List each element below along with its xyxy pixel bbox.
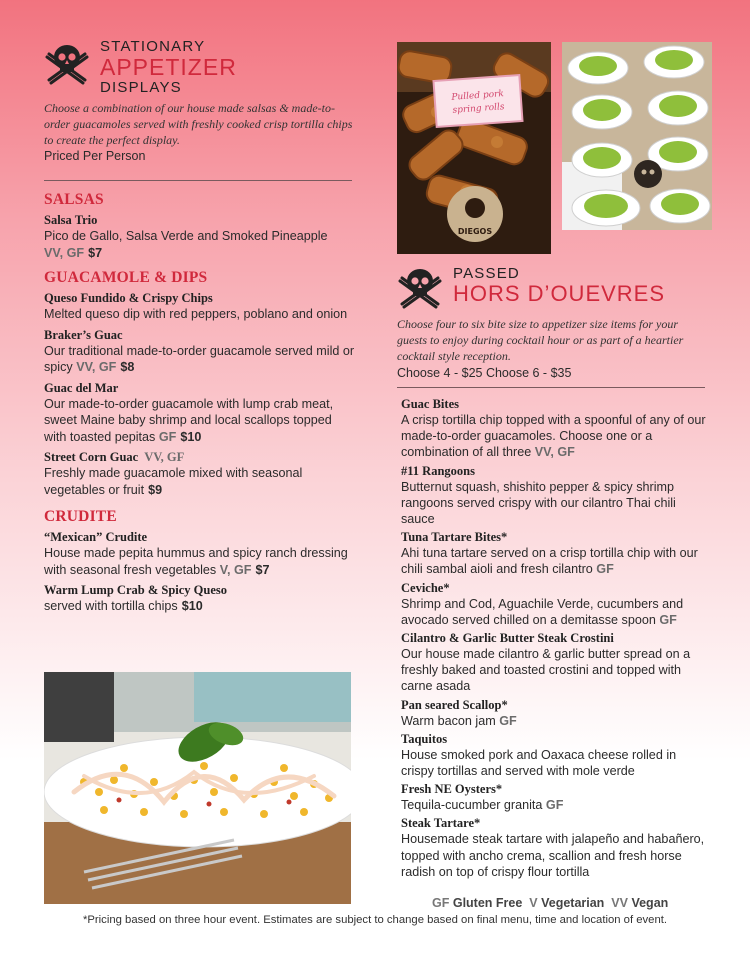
menu-item <box>401 697 709 729</box>
menu-item <box>44 290 356 323</box>
item-name: Steak Tartare* <box>401 816 481 831</box>
item-price: $8 <box>120 360 135 374</box>
divider <box>397 387 705 388</box>
item-name: Guac del Mar <box>44 380 119 395</box>
stationary-header <box>44 38 356 96</box>
item-name: Ceviche* <box>401 580 450 595</box>
menu-item <box>401 580 709 628</box>
item-name: Braker’s Guac <box>44 327 123 342</box>
menu-item <box>401 815 709 880</box>
item-name: Guac Bites <box>401 397 459 411</box>
item-desc: Our traditional made-to-order guacamole served mild or spicy VV, GF $8 <box>44 343 355 374</box>
item-name: Street Corn Guac VV, GF <box>44 450 185 464</box>
diet-tags: GF <box>499 713 517 728</box>
item-desc: Melted queso dip with red peppers, poblano and onion <box>44 307 348 321</box>
item-desc: House smoked pork and Oaxaca cheese rolled in crispy tortillas and served with mole verde <box>401 747 677 779</box>
passed-section <box>397 262 709 882</box>
crudite-title: CRUDITE <box>44 508 117 525</box>
menu-item <box>44 529 356 578</box>
item-desc: House made pepita hummus and spicy ranch dressing with seasonal fresh vegetables V, GF $7 <box>44 546 348 577</box>
legend-v-key: V <box>529 896 538 910</box>
item-desc: Pico de Gallo, Salsa Verde and Smoked Pineapple VV, GF $7 <box>44 229 328 260</box>
corn-dish-photo <box>44 672 351 904</box>
legend-vv-label: Vegan <box>631 896 669 910</box>
item-name: Tuna Tartare Bites* <box>401 530 508 545</box>
item-desc: A crisp tortilla chip topped with a spoonful of any of our made-to-order guacamoles. Choose one or a combination of all three VV, GF <box>401 413 706 460</box>
stationary-section <box>44 38 356 619</box>
corn-dish-image <box>44 672 351 904</box>
item-price: $10 <box>180 429 202 444</box>
item-name: Cilantro & Garlic Butter Steak Crostini <box>401 631 614 646</box>
item-desc: Ahi tuna tartare served on a crisp tortilla chip with our chili sambal aioli and fresh cilantro GF <box>401 546 698 577</box>
diet-tags: GF <box>158 429 177 444</box>
item-desc: Housemade steak tartare with jalapeño and habañero, topped with ancho crema, scallion and fresh horse radish on top of crispy flour tortilla <box>401 832 705 879</box>
item-desc: Shrimp and Cod, Aguachile Verde, cucumbers and avocado served chilled on a demitasse spoon GF <box>401 596 684 627</box>
passed-title-main: HORS D’OUEVRES <box>453 281 666 306</box>
stationary-intro: Choose a combination of our house made salsas & made-to-order guacamoles served with freshly cooked crisp tortilla chips to create the perfect display. <box>44 101 353 147</box>
svg-text:Pulled pork: Pulled pork <box>451 89 505 103</box>
diet-tags: GF <box>596 562 614 577</box>
svg-text:DIEGOS: DIEGOS <box>457 227 493 236</box>
guac-spoons-photo <box>562 42 712 230</box>
item-price: $7 <box>255 562 270 577</box>
item-desc: Our made-to-order guacamole with lump crab meat, sweet Maine baby shrimp and local scallops topped with toasted pepitas GF $10 <box>44 396 334 444</box>
diet-tags: GF <box>545 798 564 813</box>
item-name: Fresh NE Oysters* <box>401 782 503 797</box>
menu-item <box>44 582 356 615</box>
menu-item <box>401 630 709 695</box>
guac-spoons-image <box>562 42 712 230</box>
stationary-title-main: APPETIZER <box>100 54 237 80</box>
divider <box>44 180 352 181</box>
diet-legend <box>432 896 668 910</box>
salsas-title: SALSAS <box>44 191 104 208</box>
menu-item <box>401 781 709 813</box>
guac-title: GUACAMOLE & DIPS <box>44 269 208 286</box>
diet-tags: VV, GF <box>44 245 85 260</box>
menu-item <box>401 463 709 528</box>
diet-tags: VV, GF <box>534 445 575 460</box>
menu-item <box>44 380 356 446</box>
legend-gf-key: GF <box>432 896 450 910</box>
spring-rolls-image <box>397 42 551 254</box>
menu-item <box>44 449 356 498</box>
item-name: Pan seared Scallop* <box>401 697 508 712</box>
skull-crossbones-icon <box>397 264 443 310</box>
diet-tags: V, GF <box>219 562 252 577</box>
svg-text:spring rolls: spring rolls <box>452 102 505 116</box>
menu-item <box>401 529 709 577</box>
item-name: Salsa Trio <box>44 213 98 227</box>
legend-vv-key: VV <box>611 896 628 910</box>
menu-item <box>401 731 709 779</box>
item-desc: Butternut squash, shishito pepper & spicy shrimp rangoons served crispy with our cilantro Thai chili sauce <box>401 479 676 527</box>
item-price: $7 <box>88 245 103 260</box>
pricing-footnote: *Pricing based on three hour event. Estimates are subject to change based on final menu, time and location of event. <box>82 914 668 926</box>
passed-title-top: PASSED <box>453 265 520 282</box>
item-desc: Freshly made guacamole mixed with seasonal vegetables or fruit $9 <box>44 466 303 497</box>
item-price: $10 <box>181 599 203 613</box>
item-name: #11 Rangoons <box>401 463 475 478</box>
diet-tags: GF <box>659 612 677 627</box>
item-name: Warm Lump Crab & Spicy Queso <box>44 583 228 597</box>
legend-v-label: Vegetarian <box>541 896 605 910</box>
menu-item <box>44 212 356 261</box>
menu-item <box>401 396 709 461</box>
skull-crossbones-icon <box>44 40 90 86</box>
item-desc: Our house made cilantro & garlic butter spread on a freshly baked and toasted crostini and topped with carne asada <box>401 647 691 694</box>
item-desc: Warm bacon jam GF <box>401 713 517 728</box>
item-desc: Tequila-cucumber granita GF <box>401 798 564 813</box>
stationary-title-bottom: DISPLAYS <box>100 79 182 96</box>
item-name: Taquitos <box>401 731 448 746</box>
passed-header <box>397 262 709 310</box>
stationary-title-top: STATIONARY <box>100 38 206 55</box>
priced-per-person: Priced Per Person <box>44 149 146 163</box>
item-name: Queso Fundido & Crispy Chips <box>44 291 213 305</box>
diet-tags: VV, GF <box>144 450 185 464</box>
passed-items-list <box>401 396 709 880</box>
spring-rolls-photo <box>397 42 551 254</box>
item-price: $9 <box>148 482 163 497</box>
passed-intro: Choose four to six bite size to appetizer size items for your guests to enjoy during cocktail hour or as part of a heartier cocktail style reception. <box>397 317 684 363</box>
item-desc: served with tortilla chips $10 <box>44 599 203 613</box>
item-name: “Mexican” Crudite <box>44 530 148 544</box>
diet-tags: VV, GF <box>76 360 117 374</box>
menu-item <box>44 327 356 376</box>
legend-gf-label: Gluten Free <box>452 896 523 910</box>
passed-pricing: Choose 4 - $25 Choose 6 - $35 <box>397 366 572 380</box>
